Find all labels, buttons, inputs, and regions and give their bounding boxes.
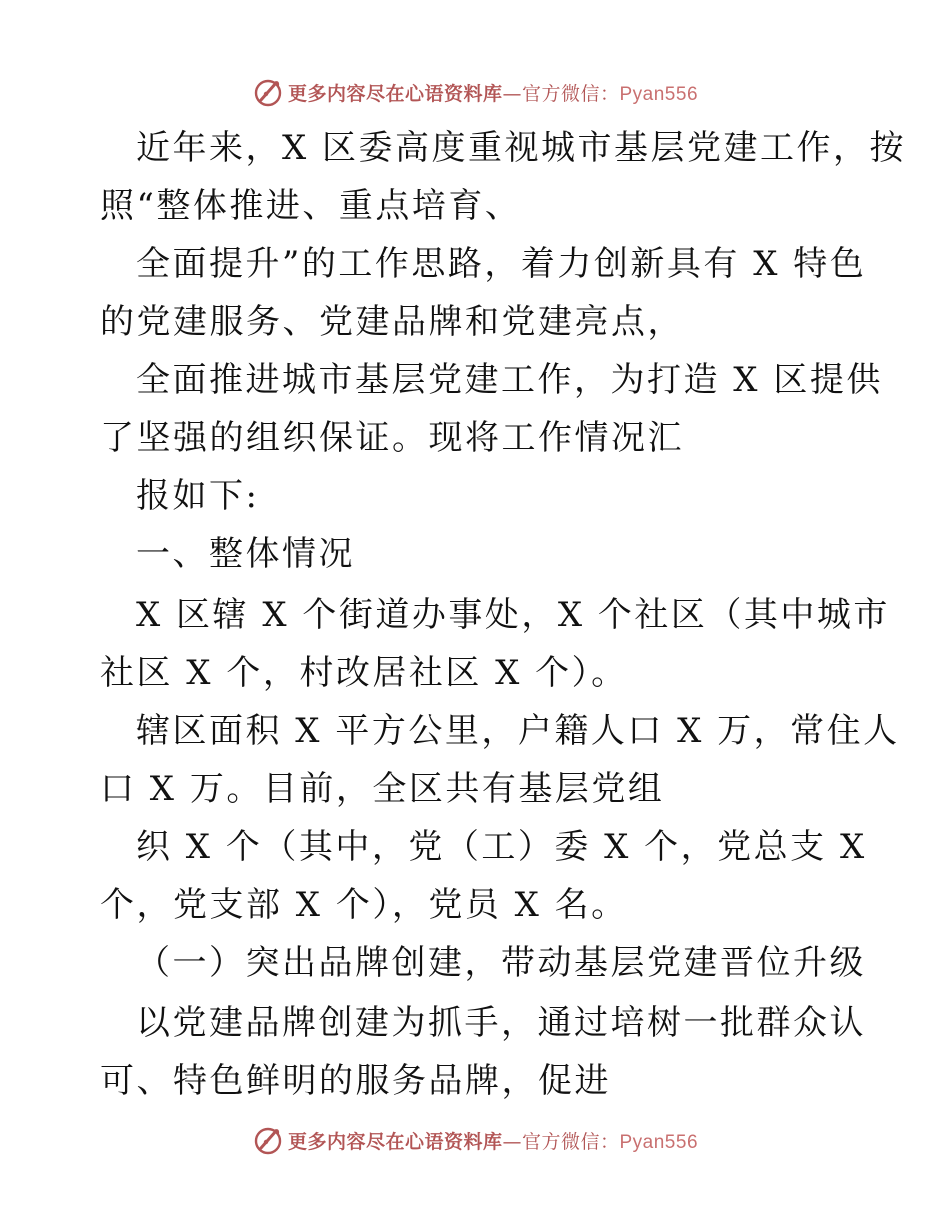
watermark-main-text: 更多内容尽在心语资料库: [287, 82, 503, 105]
body-line: 个，党支部 X 个），党员 X 名。: [100, 885, 628, 925]
body-line: 口 X 万。目前，全区共有基层党组: [100, 769, 665, 809]
watermark-separator: —: [502, 1130, 522, 1153]
body-line: 以党建品牌创建为抓手，通过培树一批群众认: [136, 1003, 866, 1043]
body-line: 织 X 个（其中，党（工）委 X 个，党总支 X: [136, 827, 867, 867]
watermark-main-text: 更多内容尽在心语资料库: [287, 1130, 503, 1153]
section-heading: 一、整体情况: [136, 534, 355, 574]
body-line: X 区辖 X 个街道办事处，X 个社区（其中城市: [136, 595, 890, 635]
watermark-id: Pyan556: [619, 83, 699, 105]
body-line: 可、特色鲜明的服务品牌，促进: [100, 1061, 611, 1101]
body-line: 照“整体推进、重点培育、: [100, 186, 522, 226]
watermark-id: Pyan556: [619, 1131, 699, 1153]
body-line: 全面推进城市基层党建工作，为打造 X 区提供: [136, 360, 883, 400]
body-line: 辖区面积 X 平方公里，户籍人口 X 万，常住人: [136, 711, 900, 751]
body-line: 报如下:: [136, 476, 260, 516]
body-line: 了坚强的组织保证。现将工作情况汇: [100, 418, 684, 458]
body-line: 社区 X 个，村改居社区 X 个）。: [100, 653, 628, 693]
watermark-separator: —: [502, 82, 522, 105]
watermark-label: 官方微信：: [521, 82, 620, 105]
body-line: 近年来，X 区委高度重视城市基层党建工作，按: [136, 128, 907, 168]
watermark-label: 官方微信：: [521, 1130, 620, 1153]
watermark-text: [288, 1127, 698, 1154]
footer-watermark: [0, 1120, 950, 1160]
quill-logo-icon: [252, 1124, 284, 1156]
subsection-heading: （一）突出品牌创建，带动基层党建晋位升级: [136, 943, 866, 983]
body-line: 的党建服务、党建品牌和党建亮点，: [100, 302, 684, 342]
body-line: 全面提升”的工作思路，着力创新具有 X 特色: [136, 244, 867, 284]
